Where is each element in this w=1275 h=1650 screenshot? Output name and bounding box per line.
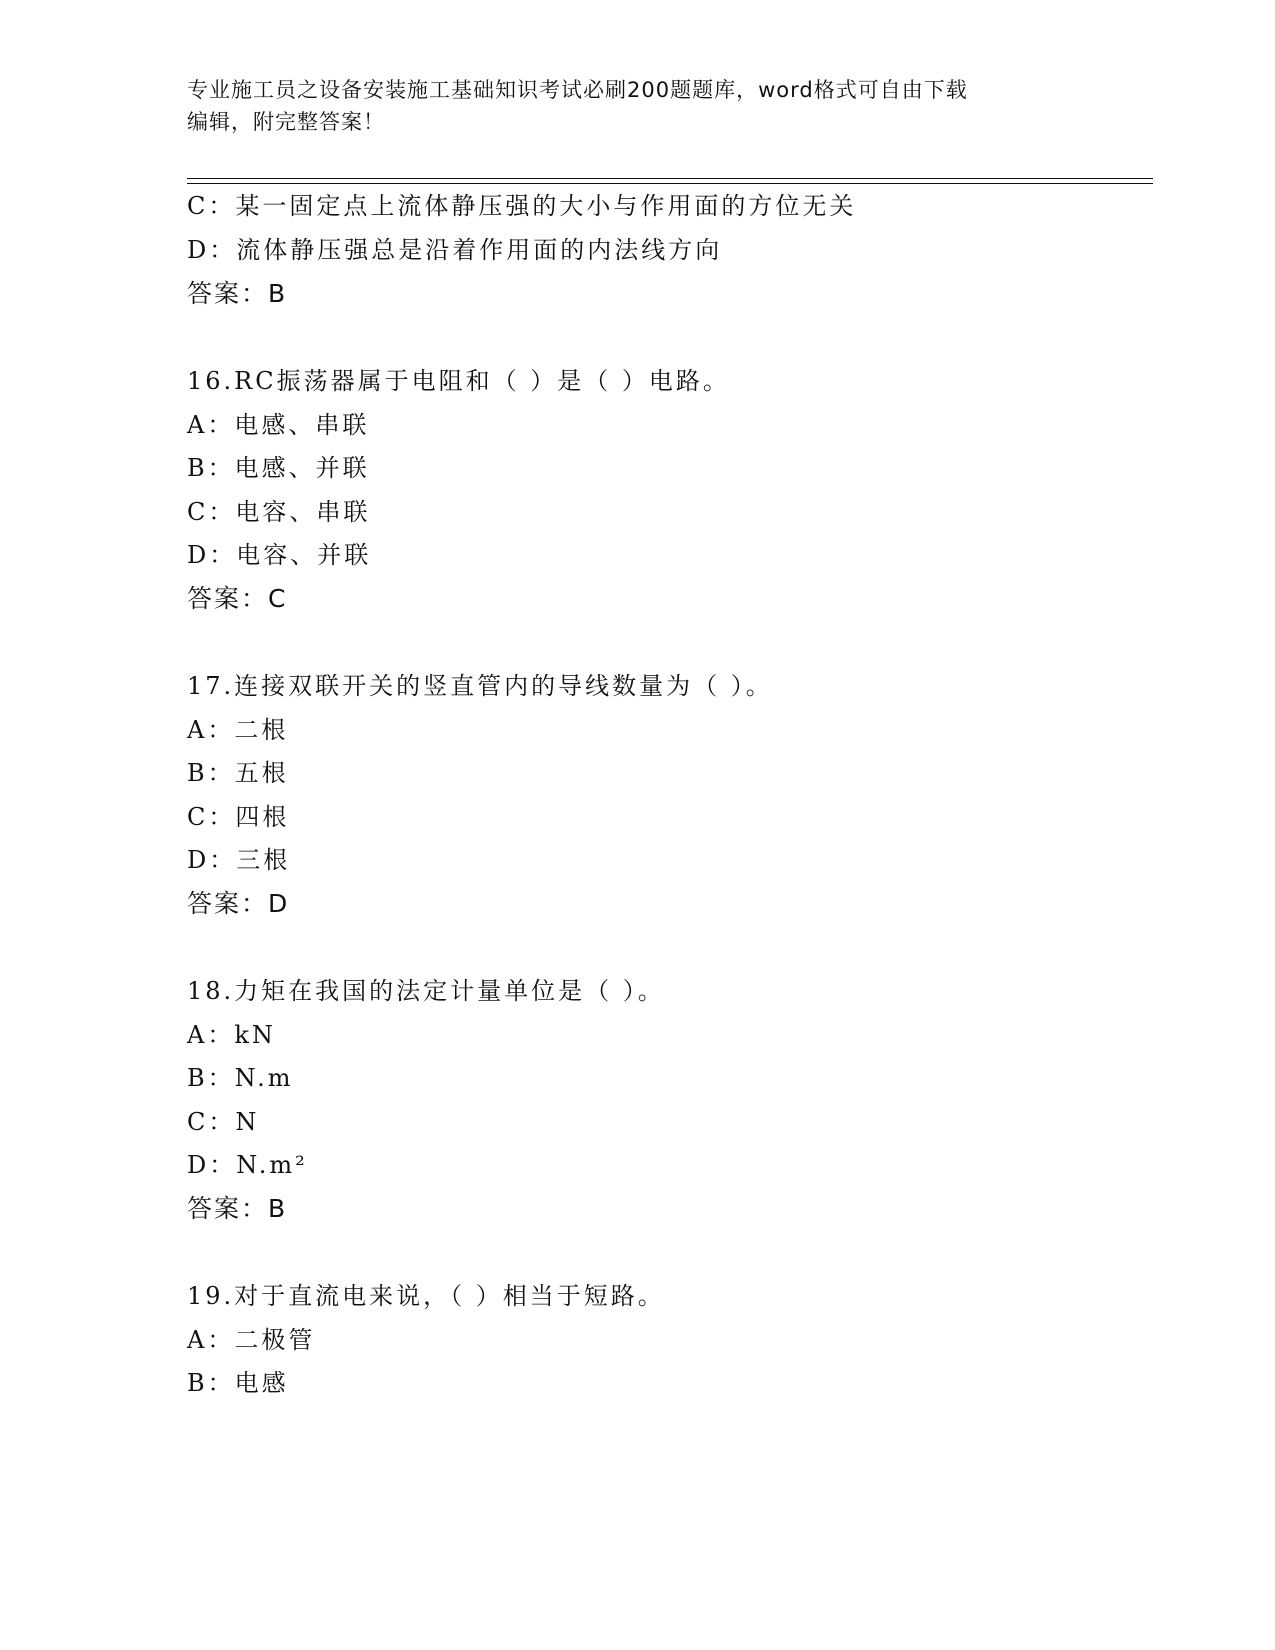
q15-option-d: D：流体静压强总是沿着作用面的内法线方向	[187, 236, 723, 264]
header-title-line2: 编辑，附完整答案！	[187, 110, 385, 134]
q16-option-a: A：电感、串联	[187, 411, 370, 439]
header-divider-bottom	[187, 183, 1153, 184]
q16-question: 16.RC振荡器属于电阻和（ ）是（ ）电路。	[187, 367, 730, 395]
q18-answer: 答案：B	[187, 1194, 288, 1223]
q17-option-c: C：四根	[187, 803, 290, 831]
q17-answer: 答案：D	[187, 889, 290, 918]
q15-answer: 答案：B	[187, 279, 288, 308]
q18-option-d: D：N.m²	[187, 1151, 308, 1179]
document-header	[187, 74, 1067, 138]
q17-option-b: B：五根	[187, 759, 289, 787]
q17-option-d: D：三根	[187, 846, 291, 874]
q18-question: 18.力矩在我国的法定计量单位是（ ）。	[187, 977, 665, 1005]
q19-option-b: B：电感	[187, 1369, 289, 1397]
q18-option-c: C：N	[187, 1108, 260, 1136]
q17-question: 17.连接双联开关的竖直管内的导线数量为（ ）。	[187, 672, 773, 700]
q16-option-d: D：电容、并联	[187, 541, 372, 569]
q17-option-a: A：二根	[187, 716, 289, 744]
q18-option-a: A：kN	[187, 1021, 276, 1049]
q15-option-c: C：某一固定点上流体静压强的大小与作用面的方位无关	[187, 192, 857, 220]
header-title-line1: 专业施工员之设备安装施工基础知识考试必刷200题题库，word格式可自由下载	[187, 78, 968, 102]
q19-question: 19.对于直流电来说，（ ）相当于短路。	[187, 1282, 665, 1310]
q18-option-b: B：N.m	[187, 1064, 294, 1092]
q16-answer: 答案：C	[187, 584, 288, 613]
q16-option-b: B：电感、并联	[187, 454, 370, 482]
q16-option-c: C：电容、串联	[187, 498, 371, 526]
q19-option-a: A：二极管	[187, 1326, 316, 1354]
header-divider-top	[187, 178, 1153, 179]
